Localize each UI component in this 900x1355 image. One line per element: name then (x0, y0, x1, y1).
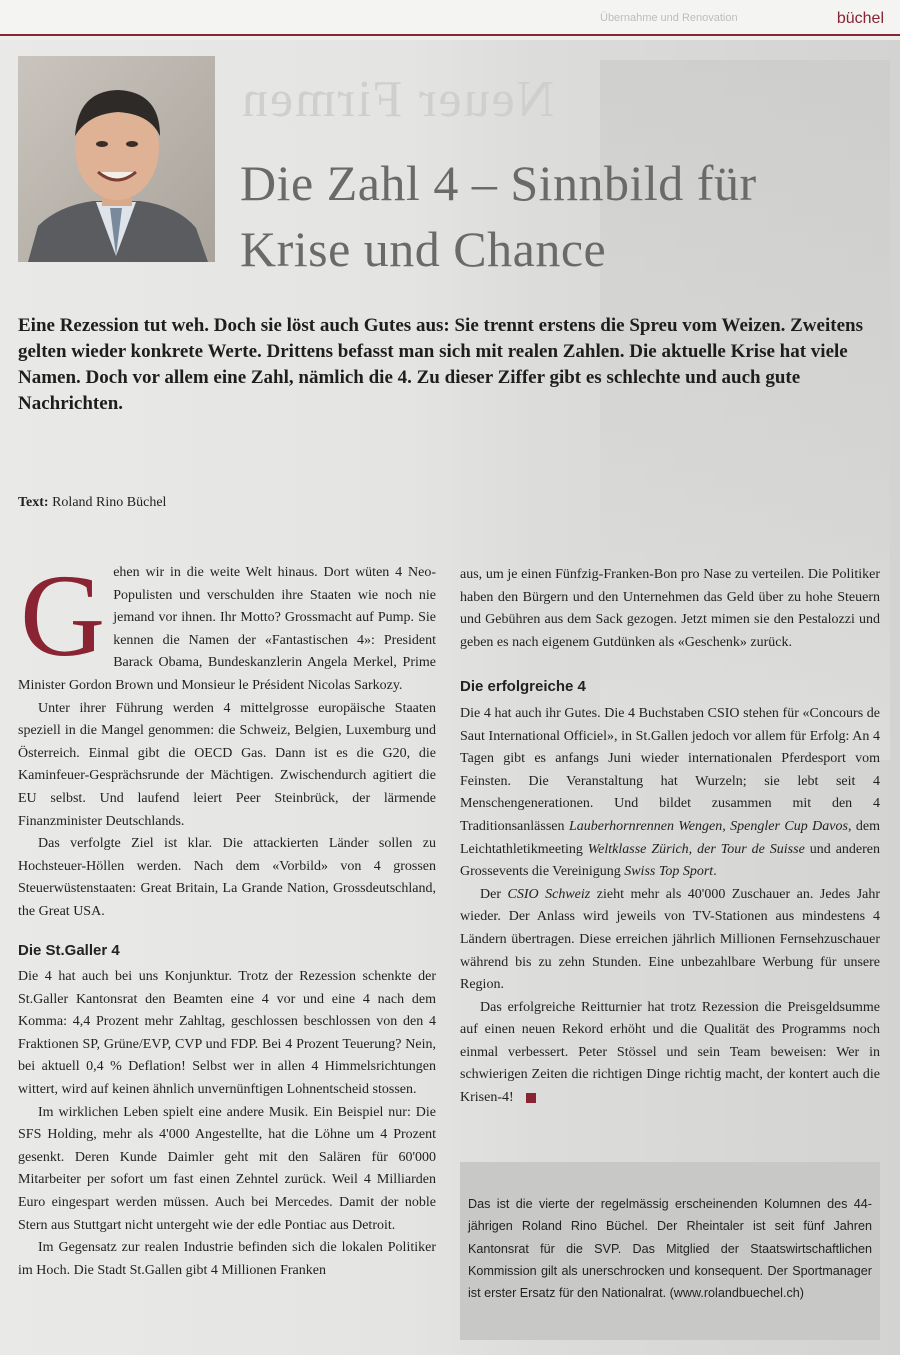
header-rule (0, 34, 900, 36)
header-ghost-text: Übernahme und Renovation (600, 12, 738, 24)
article-title (240, 150, 880, 282)
paragraph: Im wirklichen Leben spielt eine andere Musik. Ein Beispiel nur: Die SFS Holding, mehr als 4'000 Angestellte, hat die Löhne um 4 Prozent gesenkt. Deren Kunde Daimler geht mit den Salären für 60'000 Mitarbeiter per sofort um fast einen Zehntel zurück. Weil 4 Milliarden Euro eingespart werden müssen. Auch bei Mercedes. Damit der noble Stern aus Stuttgart nicht untergeht wie der edle Pontiac aus Detroit. (18, 1104, 436, 1233)
byline-author: Roland Rino Büchel (52, 495, 167, 510)
end-mark-icon (526, 1093, 536, 1103)
section-heading: Die erfolgreiche 4 (460, 678, 586, 696)
paragraph: Im Gegensatz zur realen Industrie befinden sich die lokalen Politiker im Hoch. Die Stadt St.Gallen gibt 4 Millionen Franken (18, 1240, 436, 1278)
paragraph-text: zieht mehr als 40'000 Zuschauer an. Jedes Jahr wieder. Der Anlass wird jeweils von TV-Stationen aus mindestens 4 Ländern übertragen. Diese erreichen jährlich Millionen Fernsehzuschauer während bis zu zehn Stunden. Eine unbezahlbare Werbung für unsere Region. (460, 886, 881, 993)
title-line-1: Die Zahl 4 – Sinnbild für (240, 155, 757, 211)
paragraph-text: und anderen Grossevents die Vereinigung (460, 841, 881, 880)
portrait-illustration (18, 56, 215, 262)
section-heading: Die St.Galler 4 (18, 941, 120, 959)
paragraph-text: ehen wir in die weite Welt hinaus. Dort wüten 4 Neo-Populisten und verschulden ihre Staaten wie noch nie jemand vor ihnen. Ihr Motto? Grossmacht auf Pump. Sie kennen die Namen der «Fantastischen 4»: President Barack Obama, Bundeskanzlerin Angela Merkel, Prime Minister Gordon Brown und Monsieur le Président Nicolas Sarkozy. (18, 565, 436, 693)
emphasis-text: CSIO Schweiz (507, 886, 591, 902)
paragraph-text: . (713, 864, 717, 880)
emphasis-text: Weltklasse Zürich, der Tour de Suisse (587, 841, 805, 857)
brand-label: büchel (836, 10, 884, 27)
article-lead: Eine Rezession tut weh. Doch sie löst auch Gutes aus: Sie trennt erstens die Spreu vom Weizen. Zweitens gelten wieder konkrete Werte. Drittens befasst man sich mit realen Zahlen. Die aktuelle Krise hat viele Namen. Doch vor allem eine Zahl, nämlich die 4. Zu dieser Ziffer gibt es schlechte und auch gute Nachrichten. (18, 315, 863, 414)
author-portrait (18, 56, 215, 262)
paragraph: Die 4 hat auch bei uns Konjunktur. Trotz der Rezession schenkte der St.Galler Kantonsrat den Beamten eine 4 vor und eine 4 nach dem Komma: 4,4 Prozent mehr Zahltag, geschlossen beschlossen von den 4 Fraktionen SP, Grüne/EVP, CVP und FDP. Bei 4 Prozent Teuerung? Nein, bei aktuell 0,4 % Deflation! Selbst wer in allen 4 Himmelsrichtungen wittert, wird auf keinen ähnlich unvernünftigen Lohnentscheid stossen. (18, 969, 436, 1098)
byline-label: Text: (18, 495, 49, 510)
paragraph-text: Das erfolgreiche Reitturnier hat trotz Rezession die Preisgeldsumme auf einen neuen Rekord erhöht und die Qualität des Programms noch einmal verbessert. Peter Stössel und sein Team beweisen: Wer in schwierigen Zeiten die richtigen Dinge richtig macht, der kontert auch die Krisen-4! (460, 999, 880, 1106)
byline (18, 495, 166, 511)
author-bio-text: Das ist die vierte der regelmässig erscheinenden Kolumnen des 44-jährigen Roland Rino Büchel. Der Rheintaler ist seit fünf Jahren Kantonsrat für die SVP. Das Mitglied der Staatswirtschaftlichen Kommission gilt als unerschrocken und konsequent. Der Sportmanager ist erster Ersatz für den Nationalrat. (www.rolandbuechel.ch) (468, 1197, 872, 1301)
paragraph (460, 703, 880, 884)
page-header (0, 0, 900, 36)
drop-cap: G (20, 550, 106, 681)
paragraph-text: , dem Leichtathletikmeeting (460, 818, 880, 857)
emphasis-text: Lauberhornrennen Wengen, Spengler Cup Davos (568, 818, 848, 834)
paragraph (460, 997, 880, 1110)
paragraph: aus, um je einen Fünfzig-Franken-Bon pro Nase zu verteilen. Die Politiker haben den Bürgern und den Unternehmen das Geld über zu hohe Steuern und Gebühren aus dem Sack gezogen. Jetzt mimen sie den Pestalozzi und geben es nach eigenem Gutdünken als «Geschenk» zurück. (460, 567, 880, 650)
column-left (18, 550, 436, 1282)
paragraph (460, 884, 880, 997)
background-ghost-text: Neuer Firmen (240, 71, 555, 128)
paragraph: Das verfolgte Ziel ist klar. Die attackierten Länder sollen zu Hochsteuer-Höllen werden. Nach dem «Vorbild» von 4 grossen Steuerwüstenstaaten: Great Britain, La Grande Nation, Grossdeutschland, the Great USA. (18, 836, 436, 919)
paragraph (18, 550, 436, 698)
paragraph: Unter ihrer Führung werden 4 mittelgrosse europäische Staaten speziell in die Mangel genommen: die Schweiz, Belgien, Luxemburg und Österreich. Einmal gibt die OECD Gas. Dann ist es die G20, die Kaminfeuer-Gesprächsrunde der Mächtigen. Zwischendurch agitiert die EU selbst. Und laufend leiert Peer Steinbrück, der lärmende Finanzminister Deutschlands. (18, 700, 436, 829)
column-right (460, 564, 880, 1110)
emphasis-text: Swiss Top Sport (624, 864, 714, 880)
title-line-2: Krise und Chance (240, 221, 607, 277)
paragraph-text: Die 4 hat auch ihr Gutes. Die 4 Buchstaben CSIO stehen für «Concours de Saut International Officiel», in St.Gallen jedoch vor allem für Erfolg: An 4 Tagen gibt es anfangs Juni wieder internationalen Pferdesport vom Feinsten. Die Veranstaltung hat Wurzeln; sie lebt seit 4 Menschengenerationen. Und bildet zusammen mit den 4 Traditionsanlässen (460, 705, 880, 834)
paragraph-text: Der (480, 886, 501, 902)
